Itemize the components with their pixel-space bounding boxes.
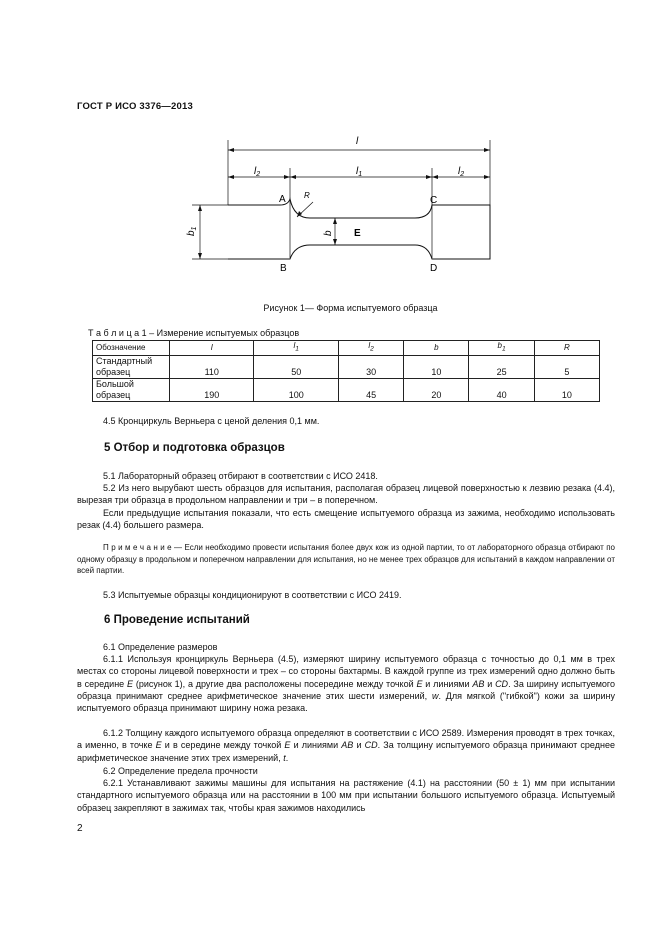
- table-cell: 50: [254, 355, 338, 378]
- table-cell-name: Большой образец: [93, 378, 170, 401]
- section-heading-5: 5 Отбор и подготовка образцов: [104, 442, 285, 454]
- table-cell: 5: [534, 355, 599, 378]
- label-b: b: [323, 230, 334, 236]
- paragraph-5-3: 5.3 Испытуемые образцы кондиционируют в соответствии с ИСО 2419.: [103, 590, 402, 600]
- note-paragraph: П р и м е ч а н и е — Если необходимо провести испытания более двух кож из одной партии, то от лабораторного образца отбирают по одному образцу в продольном и поперечном направлении для испытания, но не менее трех образцов для испытаний в каждом направлении от всей партии.: [77, 543, 615, 575]
- paragraph-6-2: 6.2 Определение предела прочности: [103, 766, 258, 776]
- page-number: 2: [77, 823, 83, 834]
- label-l2-right: $l_2$: [458, 166, 465, 178]
- table-cell: 10: [404, 355, 469, 378]
- table-cell-name: Стандартный образец: [93, 355, 170, 378]
- table-caption: Т а б л и ц а 1 – Измерение испытуемых образцов: [88, 328, 300, 338]
- table-row: [93, 355, 600, 378]
- table-header-cell: $b_1$: [469, 341, 534, 356]
- table-cell: 25: [469, 355, 534, 378]
- document-header: ГОСТ Р ИСО 3376—2013: [77, 101, 193, 112]
- table-cell: 20: [404, 378, 469, 401]
- paragraph-5-1: 5.1 Лабораторный образец отбирают в соответствии с ИСО 2418.: [103, 471, 378, 481]
- label-C: C: [430, 195, 438, 206]
- table-cell: 40: [469, 378, 534, 401]
- label-A: A: [279, 194, 286, 205]
- paragraph-5-2: 5.2 Из него вырубают шесть образцов для испытания, располагая образец лицевой поверхностью к лезвию резака (4.4), вырезая три образца в продольном направлении и три – в поперечном.: [77, 483, 615, 506]
- label-E: E: [354, 228, 361, 239]
- section-heading-6: 6 Проведение испытаний: [104, 614, 250, 626]
- label-b1: $b_1$: [186, 226, 198, 236]
- specimen-figure: [170, 128, 510, 276]
- label-l1: $l_1$: [356, 166, 363, 178]
- table-header-cell: $l_1$: [254, 341, 338, 356]
- table-cell: 30: [338, 355, 403, 378]
- table-cell: 110: [170, 355, 254, 378]
- table-header-cell: R: [534, 341, 599, 356]
- label-D: D: [430, 263, 438, 274]
- label-B: B: [280, 263, 287, 274]
- table-header-cell: l: [170, 341, 254, 356]
- measurements-table: [92, 340, 600, 402]
- label-R: R: [304, 191, 310, 200]
- paragraph-6-1-1: 6.1.1 Используя кронциркуль Верньера (4.5), измеряют ширину испытуемого образца с точностью до 0,1 мм в трех местах со стороны лицевой поверхности и трех – со стороны бахтармы. В каждой группе из трех измерений одно должно быть в середине E (рисунок 1), а другие два расположены посередине между точкой E и линиями AB и CD. За ширину испытуемого образца принимают среднее арифметическое значение этих шести измерений, w. Для мягкой ("гибкой") кожи за ширину испытуемого образца принимают ширину ножа резака.: [77, 654, 616, 714]
- table-cell: 190: [170, 378, 254, 401]
- table-header-cell: Обозначение: [93, 341, 170, 356]
- table-header-row: [93, 341, 600, 356]
- paragraph-6-1: 6.1 Определение размеров: [103, 642, 218, 652]
- table-cell: 100: [254, 378, 338, 401]
- table-header-cell: b: [404, 341, 469, 356]
- paragraph-5-2-cont: Если предыдущие испытания показали, что есть смещение испытуемого образца из зажима, необходимо использовать резак (4.4) большего размера.: [77, 508, 615, 531]
- figure-caption: Рисунок 1— Форма испытуемого образца: [263, 303, 438, 313]
- paragraph-4-5: 4.5 Кронциркуль Верньера с ценой деления 0,1 мм.: [103, 416, 320, 426]
- table-row: [93, 378, 600, 401]
- table-header-cell: $l_2$: [338, 341, 403, 356]
- table-cell: 45: [338, 378, 403, 401]
- label-l: l: [356, 136, 359, 147]
- table-cell: 10: [534, 378, 599, 401]
- label-l2-left: $l_2$: [254, 166, 261, 178]
- paragraph-6-1-2: 6.1.2 Толщину каждого испытуемого образца определяют в соответствии с ИСО 2589. Измерения проводят в трех точках, а именно, в точке E и в середине между точкой E и линиями AB и CD. За толщину испытуемого образца принимают среднее арифметическое значение этих трех измерений, t.: [77, 728, 615, 763]
- paragraph-6-2-1: 6.2.1 Устанавливают зажимы машины для испытания на растяжение (4.1) на расстоянии (50 ± 1) мм при испытании стандартного испытуемого образца или на расстоянии в 100 мм при испытании большого испытуемого образца. Испытуемый образец закрепляют в зажимах так, чтобы края зажимов находились: [77, 778, 615, 813]
